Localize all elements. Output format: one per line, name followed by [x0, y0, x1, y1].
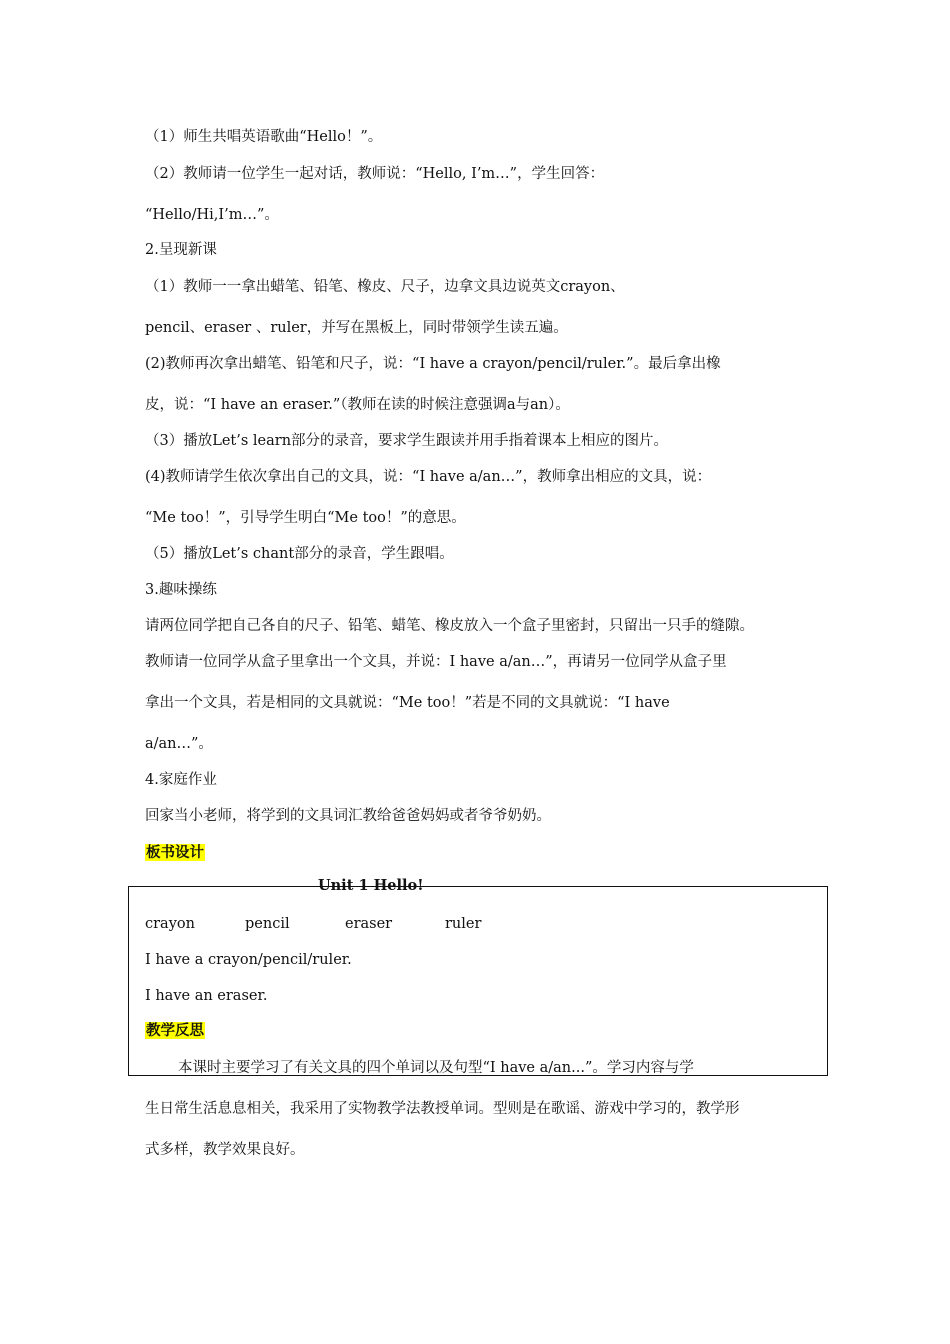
vocab-word: crayon: [145, 916, 195, 932]
board-sentence-2: I have an eraser.: [145, 988, 268, 1004]
reflection-line-1: 本课时主要学习了有关文具的四个单词以及句型“I have a/an...”。学习内容与学: [178, 1060, 694, 1076]
reflection-heading: [145, 1021, 205, 1041]
present-3: （3）播放Let’s learn部分的录音，要求学生跟读并用手指着课本上相应的图片。: [145, 433, 669, 449]
reflection-line-3: 式多样，教学效果良好。: [145, 1142, 305, 1158]
present-1-line-1: （1）教师一一拿出蜡笔、铅笔、橡皮、尺子，边拿文具边说英文crayon、: [145, 279, 625, 295]
section-heading-3: 3.趣味操练: [145, 582, 217, 598]
section-heading-2: 2.呈现新课: [145, 242, 217, 258]
section-heading-4: 4.家庭作业: [145, 772, 217, 788]
game-line-1: 请两位同学把自己各自的尺子、铅笔、蜡笔、橡皮放入一个盒子里密封，只留出一只手的缝隙。: [145, 618, 754, 634]
board-sentence-1: I have a crayon/pencil/ruler.: [145, 952, 352, 968]
step-2-line-2: “Hello/Hi,I’m…”。: [145, 207, 279, 223]
vocab-word: pencil: [245, 916, 290, 932]
present-2-line-2: 皮，说：“I have an eraser.”（教师在读的时候注意强调a与an）。: [145, 397, 570, 413]
vocab-word: ruler: [445, 916, 482, 932]
present-1-line-2: pencil、eraser 、ruler，并写在黑板上，同时带领学生读五遍。: [145, 320, 568, 336]
game-line-2: 教师请一位同学从盒子里拿出一个文具，并说：I have a/an…”，再请另一位同学从盒子里: [145, 654, 727, 670]
reflection-line-2: 生日常生活息息相关，我采用了实物教学法教授单词。型则是在歌谣、游戏中学习的，教学形: [145, 1101, 740, 1117]
present-4-line-2: “Me too！”，引导学生明白“Me too！”的意思。: [145, 510, 466, 526]
homework: 回家当小老师，将学到的文具词汇教给爸爸妈妈或者爷爷奶奶。: [145, 808, 551, 824]
game-line-4: a/an…”。: [145, 736, 213, 752]
step-2-line-1: （2）教师请一位学生一起对话，教师说：“Hello, I’m…”，学生回答：: [145, 166, 605, 182]
present-4-line-1: (4)教师请学生依次拿出自己的文具，说：“I have a/an…”，教师拿出相应的文具，说：: [145, 469, 712, 485]
vocab-word: eraser: [345, 916, 393, 932]
vocab-row: [145, 914, 545, 934]
board-design-heading: [145, 843, 205, 863]
board-design-heading-text: 板书设计: [146, 844, 204, 861]
reflection-heading-text: 教学反思: [146, 1022, 204, 1039]
step-1: （1）师生共唱英语歌曲“Hello！”。: [145, 129, 383, 145]
board-title: Unit 1 Hello!: [318, 877, 424, 894]
present-5: （5）播放Let’s chant部分的录音，学生跟唱。: [145, 546, 454, 562]
game-line-3: 拿出一个文具，若是相同的文具就说：“Me too！”若是不同的文具就说：“I have: [145, 695, 670, 711]
present-2-line-1: (2)教师再次拿出蜡笔、铅笔和尺子，说：“I have a crayon/pencil/ruler.”。最后拿出橡: [145, 356, 721, 372]
